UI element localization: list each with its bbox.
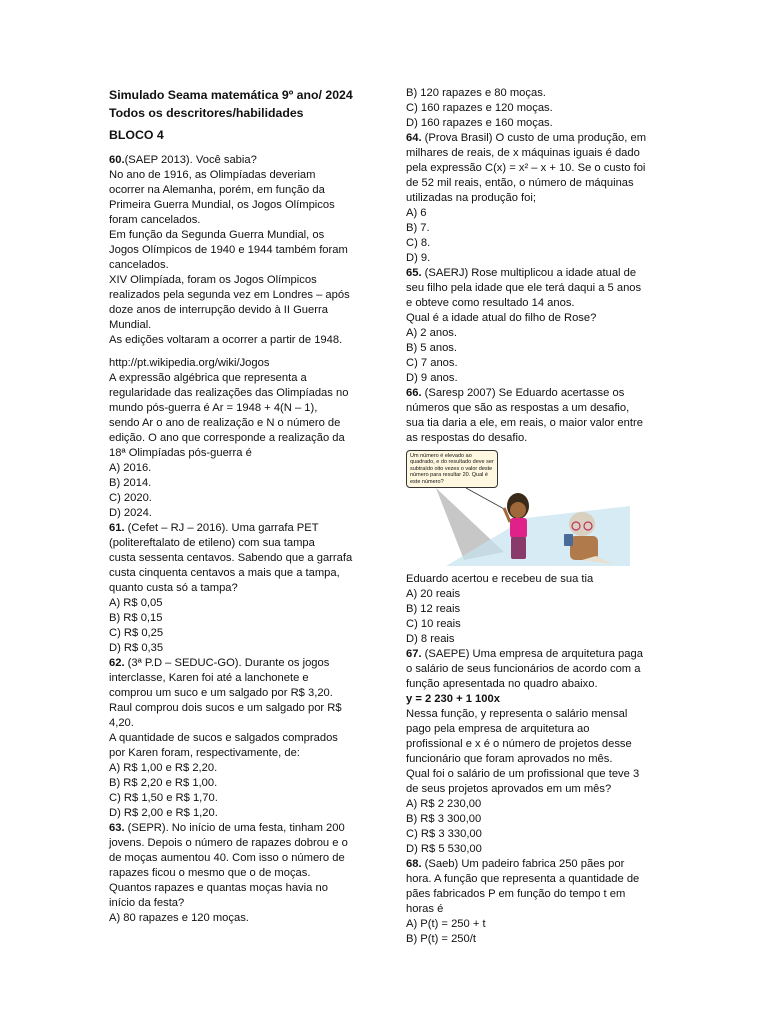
line-text: Eduardo acertou e recebeu de sua tia (406, 573, 594, 585)
question-number: 62. (109, 657, 125, 669)
line-text: A) R$ 1,00 e R$ 2,20. (109, 762, 218, 774)
line-text: comprou um suco e um salgado por R$ 3,20. (109, 687, 333, 699)
text-line (109, 273, 373, 288)
text-line (109, 506, 373, 521)
document-header (109, 86, 389, 122)
text-line (109, 168, 373, 183)
formula-text: y = 2 230 + 1 100x (406, 693, 500, 705)
text-line (109, 213, 373, 228)
line-text: pães fabricados P em função do tempo t em (406, 888, 626, 900)
text-line (406, 236, 660, 251)
line-text: utilizadas na produção foi; (406, 192, 536, 204)
text-line (109, 476, 373, 491)
text-line (406, 572, 660, 587)
text-line (406, 86, 660, 101)
line-text: A quantidade de sucos e salgados comprados (109, 732, 338, 744)
text-line (109, 536, 373, 551)
text-line (109, 198, 373, 213)
question-start-line (109, 153, 373, 168)
text-line (406, 932, 660, 947)
question-start-line (109, 821, 373, 836)
text-line (406, 737, 660, 752)
question-number: 64. (406, 132, 422, 144)
line-text: e obteve como resultado 14 anos. (406, 297, 575, 309)
text-line (406, 191, 660, 206)
text-line (109, 851, 373, 866)
line-text: Mundial. (109, 319, 152, 331)
line-text: C) 8. (406, 237, 431, 249)
text-line (406, 602, 660, 617)
text-line (109, 183, 373, 198)
text-line (109, 746, 373, 761)
text-line (109, 318, 373, 333)
text-line (406, 707, 660, 722)
question-start-line (406, 386, 660, 401)
document-subtitle: Todos os descritores/habilidades (109, 106, 304, 120)
question-number: 67. (406, 648, 422, 660)
text-line (406, 917, 660, 932)
text-line (406, 206, 660, 221)
text-line (406, 146, 660, 161)
text-line (109, 446, 373, 461)
line-text: A) 2016. (109, 462, 152, 474)
text-line (406, 827, 660, 842)
line-text: D) R$ 2,00 e R$ 1,20. (109, 807, 218, 819)
text-line (406, 632, 660, 647)
line-text: horas é (406, 903, 444, 915)
line-text: por Karen foram, respectivamente, de: (109, 747, 300, 759)
text-line (109, 243, 373, 258)
line-text: D) R$ 5 530,00 (406, 843, 482, 855)
line-text: D) 9. (406, 252, 431, 264)
right-column-top (406, 86, 660, 446)
text-line (109, 491, 373, 506)
line-text: (Prova Brasil) O custo de uma produção, em (421, 132, 647, 144)
line-text: XIV Olimpíada, foram os Jogos Olímpicos (109, 274, 317, 286)
question-start-line (406, 266, 660, 281)
line-text: (Cefet – RJ – 2016). Uma garrafa PET (124, 522, 319, 534)
question-start-line (406, 857, 660, 872)
text-line (109, 258, 373, 273)
line-text: doze anos de interrupção devido à II Guerra (109, 304, 328, 316)
question-start-line (406, 131, 660, 146)
text-line (109, 896, 373, 911)
line-text: C) R$ 3 330,00 (406, 828, 482, 840)
text-line (109, 356, 373, 371)
line-text: A) R$ 0,05 (109, 597, 163, 609)
text-line (109, 611, 373, 626)
text-line (406, 677, 660, 692)
text-line (406, 692, 660, 707)
line-text: C) R$ 1,50 e R$ 1,70. (109, 792, 218, 804)
line-text: regularidade das realizações das Olimpíadas no (109, 387, 349, 399)
text-line (109, 581, 373, 596)
text-line (109, 716, 373, 731)
text-line (109, 596, 373, 611)
text-line (109, 416, 373, 431)
line-text: B) 5 anos. (406, 342, 457, 354)
text-line (406, 101, 660, 116)
line-text: hora. A função que representa a quantidade de (406, 873, 640, 885)
text-line (109, 701, 373, 716)
line-text: de moças aumentou 40. Com isso o número de (109, 852, 345, 864)
line-text: Quantos rapazes e quantas moças havia no (109, 882, 328, 894)
text-line (406, 356, 660, 371)
line-text: D) R$ 0,35 (109, 642, 164, 654)
line-text: Qual foi o salário de um profissional que teve 3 (406, 768, 640, 780)
text-line (109, 371, 373, 386)
text-line (406, 221, 660, 236)
line-text: (3ª P.D – SEDUC-GO). Durante os jogos (124, 657, 330, 669)
text-line (406, 587, 660, 602)
line-text: Qual é a idade atual do filho de Rose? (406, 312, 597, 324)
text-line (109, 791, 373, 806)
text-line (406, 371, 660, 386)
line-text: C) 2020. (109, 492, 152, 504)
text-line (406, 872, 660, 887)
text-line (406, 902, 660, 917)
question-number: 63. (109, 822, 125, 834)
left-column (109, 153, 373, 926)
text-line (406, 722, 660, 737)
line-text: Raul comprou dois sucos e um salgado por R$ (109, 702, 342, 714)
line-text: B) 120 rapazes e 80 moças. (406, 87, 546, 99)
question-number: 68. (406, 858, 422, 870)
block-heading: BLOCO 4 (109, 128, 164, 142)
blank-line (109, 348, 373, 356)
line-text: A) R$ 2 230,00 (406, 798, 482, 810)
line-text: B) R$ 3 300,00 (406, 813, 482, 825)
line-text: (SAERJ) Rose multiplicou a idade atual de (421, 267, 637, 279)
line-text: B) R$ 2,20 e R$ 1,00. (109, 777, 218, 789)
line-text: C) 160 rapazes e 120 moças. (406, 102, 553, 114)
line-text: milhares de reais, de x máquinas iguais é dado (406, 147, 640, 159)
line-text: A) P(t) = 250 + t (406, 918, 486, 930)
line-text: B) P(t) = 250/t (406, 933, 476, 945)
text-line (109, 431, 373, 446)
line-text: edição. O ano que corresponde a realização da (109, 432, 345, 444)
line-text: B) 12 reais (406, 603, 461, 615)
text-line (406, 812, 660, 827)
text-line (406, 887, 660, 902)
text-line (406, 341, 660, 356)
line-text: números que são as respostas a um desafio, (406, 402, 630, 414)
line-text: A) 6 (406, 207, 427, 219)
text-line (109, 401, 373, 416)
text-line (109, 731, 373, 746)
question-number: 66. (406, 387, 422, 399)
line-text: pago pela empresa de arquitetura ao (406, 723, 590, 735)
text-line (109, 761, 373, 776)
text-line (406, 752, 660, 767)
line-text: Jogos Olímpicos de 1940 e 1944 também foram (109, 244, 348, 256)
text-line (406, 797, 660, 812)
line-text: B) 7. (406, 222, 430, 234)
question-start-line (109, 521, 373, 536)
line-text: A) 2 anos. (406, 327, 457, 339)
right-column-bottom (406, 572, 660, 947)
speech-bubble: Um número é elevado ao quadrado, e do resultado deve ser subtraído oito vezes o valor deste número para resultar 20. Qual é este número? (406, 450, 498, 488)
line-text: Primeira Guerra Mundial, os Jogos Olímpicos (109, 199, 335, 211)
line-text: função apresentada no quadro abaixo. (406, 678, 598, 690)
text-line (109, 866, 373, 881)
line-text: A) 80 rapazes e 120 moças. (109, 912, 249, 924)
line-text: D) 2024. (109, 507, 152, 519)
text-line (109, 671, 373, 686)
question-start-line (406, 647, 660, 662)
line-text: C) 10 reais (406, 618, 461, 630)
line-text: o salário de seus funcionários de acordo com a (406, 663, 641, 675)
text-line (406, 401, 660, 416)
line-text: A expressão algébrica que representa a (109, 372, 307, 384)
line-text: custa cinquenta centavos a mais que a tampa, (109, 567, 340, 579)
question-number: 60. (109, 154, 125, 166)
line-text: profissional e x é o número de projetos desse (406, 738, 632, 750)
line-text: As edições voltaram a ocorrer a partir de 1948. (109, 334, 343, 346)
line-text: mundo pós-guerra é Ar = 1948 + 4(N – 1), (109, 402, 318, 414)
text-line (109, 288, 373, 303)
text-line (406, 161, 660, 176)
line-text: C) 7 anos. (406, 357, 458, 369)
line-text: de 52 mil reais, então, o número de máquinas (406, 177, 634, 189)
text-line (406, 281, 660, 296)
text-line (109, 228, 373, 243)
text-line (406, 617, 660, 632)
line-text: 4,20. (109, 717, 134, 729)
line-text: jovens. Depois o número de rapazes dobrou e o (109, 837, 348, 849)
text-line (109, 641, 373, 656)
question-number: 65. (406, 267, 422, 279)
text-line (406, 782, 660, 797)
line-text: (Saresp 2007) Se Eduardo acertasse os (421, 387, 625, 399)
question-start-line (109, 656, 373, 671)
document-title: Simulado Seama matemática 9º ano/ 2024 (109, 88, 353, 102)
text-line (406, 431, 660, 446)
line-text: D) 160 rapazes e 160 moças. (406, 117, 553, 129)
text-line (406, 176, 660, 191)
line-text: Em função da Segunda Guerra Mundial, os (109, 229, 325, 241)
text-line (109, 881, 373, 896)
line-text: 18ª Olimpíadas pós-guerra é (109, 447, 252, 459)
line-text: pela expressão C(x) = x² – x + 10. Se o custo foi (406, 162, 646, 174)
line-text: realizados pela segunda vez em Londres – após (109, 289, 350, 301)
line-text: (Saeb) Um padeiro fabrica 250 pães por (421, 858, 625, 870)
text-line (406, 311, 660, 326)
line-text: C) R$ 0,25 (109, 627, 164, 639)
question-number: 61. (109, 522, 125, 534)
line-text: (politereftalato de etileno) com sua tampa (109, 537, 315, 549)
line-text: interclasse, Karen foi até a lanchonete e (109, 672, 309, 684)
line-text: Nessa função, y representa o salário mensal (406, 708, 628, 720)
line-text: rapazes ficou o mesmo que o de moças. (109, 867, 311, 879)
text-line (109, 776, 373, 791)
text-line (406, 326, 660, 341)
line-text: http://pt.wikipedia.org/wiki/Jogos (109, 357, 270, 369)
text-line (109, 806, 373, 821)
line-text: quanto custa só a tampa? (109, 582, 238, 594)
text-line (109, 386, 373, 401)
line-text: as respostas do desafio. (406, 432, 528, 444)
text-line (109, 303, 373, 318)
text-line (406, 416, 660, 431)
line-text: custa sessenta centavos. Sabendo que a garrafa (109, 552, 353, 564)
line-text: sendo Ar o ano de realização e N o número de (109, 417, 341, 429)
text-line (109, 911, 373, 926)
text-line (109, 836, 373, 851)
line-text: (SEPR). No início de uma festa, tinham 200 (124, 822, 345, 834)
text-line (406, 767, 660, 782)
text-line (109, 461, 373, 476)
line-text: foram cancelados. (109, 214, 201, 226)
line-text: cancelados. (109, 259, 169, 271)
line-text: (SAEP 2013). Você sabia? (124, 154, 257, 166)
line-text: No ano de 1916, as Olimpíadas deveriam (109, 169, 316, 181)
line-text: B) R$ 0,15 (109, 612, 163, 624)
cartoon-drawing (406, 448, 630, 566)
text-line (406, 296, 660, 311)
line-text: início da festa? (109, 897, 185, 909)
line-text: D) 9 anos. (406, 372, 458, 384)
text-line (109, 566, 373, 581)
text-line (109, 686, 373, 701)
line-text: (SAEPE) Uma empresa de arquitetura paga (421, 648, 643, 660)
right-column (406, 86, 660, 947)
text-line (109, 626, 373, 641)
text-line (109, 333, 373, 348)
line-text: D) 8 reais (406, 633, 455, 645)
cartoon-illustration (406, 448, 630, 566)
line-text: B) 2014. (109, 477, 152, 489)
line-text: de seus projetos aprovados em um mês? (406, 783, 612, 795)
text-line (406, 842, 660, 857)
text-line (406, 251, 660, 266)
line-text: sua tia daria a ele, em reais, o maior valor entre (406, 417, 643, 429)
line-text: ocorrer na Alemanha, porém, em função da (109, 184, 325, 196)
text-line (406, 662, 660, 677)
text-line (406, 116, 660, 131)
text-line (109, 551, 373, 566)
line-text: seu filho pela idade que ele terá daqui a 5 anos (406, 282, 642, 294)
line-text: A) 20 reais (406, 588, 461, 600)
line-text: funcionário que foram aprovados no mês. (406, 753, 613, 765)
